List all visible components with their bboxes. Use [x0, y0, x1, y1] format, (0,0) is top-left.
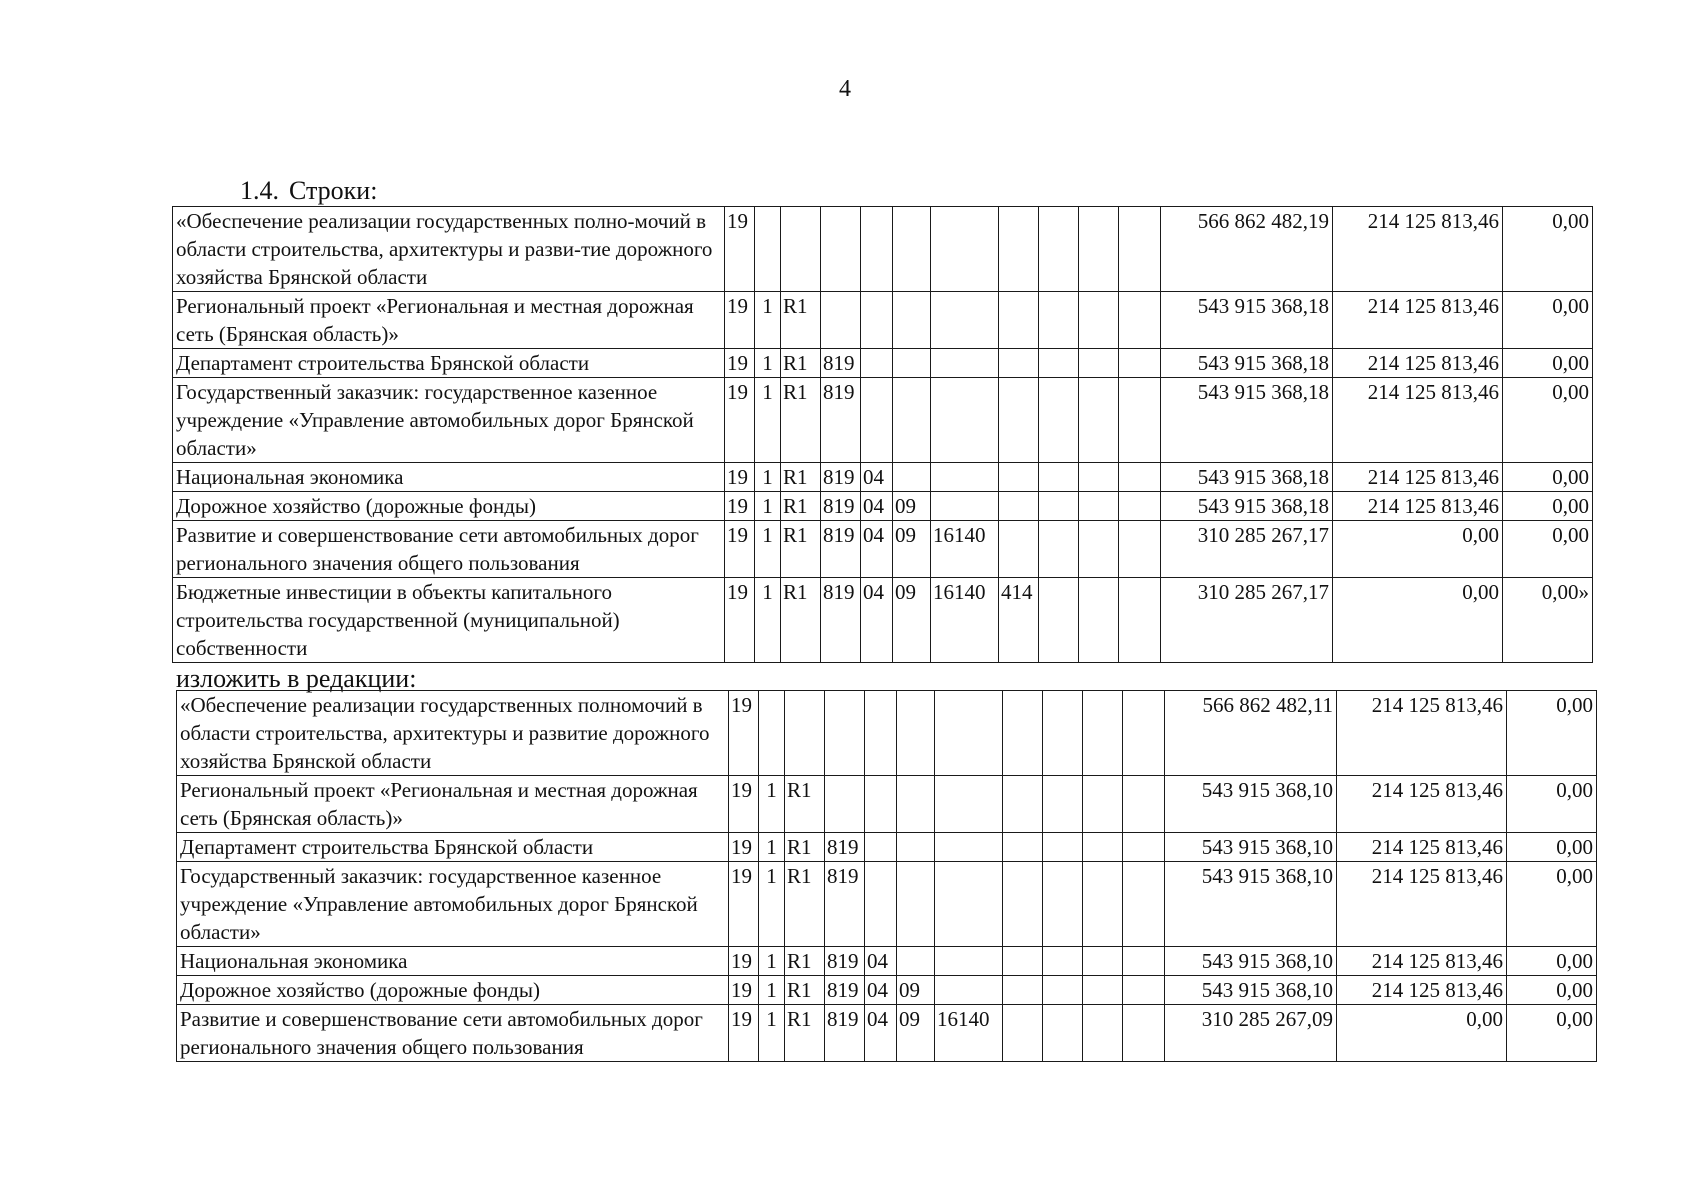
code-cell — [1039, 521, 1079, 578]
code-cell — [781, 207, 821, 292]
code-cell — [1043, 1005, 1083, 1062]
code-cell: 819 — [825, 1005, 865, 1062]
row-name: Государственный заказчик: государственное казенное учреждение «Управление автомобильных дорог Брянской области» — [177, 862, 729, 947]
code-cell — [1123, 776, 1165, 833]
code-cell — [999, 378, 1039, 463]
code-cell: 1 — [759, 833, 785, 862]
amount-cell: 0,00 — [1503, 349, 1593, 378]
code-cell — [821, 207, 861, 292]
table-row — [173, 378, 1593, 463]
code-cell — [1123, 1005, 1165, 1062]
code-cell — [1083, 1005, 1123, 1062]
amount-cell: 543 915 368,18 — [1161, 492, 1333, 521]
page-number: 4 — [839, 76, 851, 102]
code-cell — [999, 521, 1039, 578]
amount-cell: 0,00 — [1503, 492, 1593, 521]
code-cell — [861, 349, 893, 378]
code-cell — [999, 492, 1039, 521]
code-cell — [893, 292, 931, 349]
row-name: «Обеспечение реализации государственных полно-мочий в области строительства, архитектуры и разви-тие дорожного хозяйства Брянской области — [173, 207, 725, 292]
code-cell — [865, 833, 897, 862]
code-cell: 09 — [893, 521, 931, 578]
code-cell: 819 — [825, 833, 865, 862]
amount-cell: 214 125 813,46 — [1337, 862, 1507, 947]
code-cell — [1079, 492, 1119, 521]
code-cell: R1 — [781, 378, 821, 463]
code-cell — [999, 207, 1039, 292]
amount-cell: 310 285 267,09 — [1165, 1005, 1337, 1062]
code-cell — [893, 349, 931, 378]
code-cell — [861, 207, 893, 292]
code-cell: R1 — [785, 776, 825, 833]
table-row — [177, 833, 1597, 862]
code-cell — [1079, 463, 1119, 492]
code-cell — [1043, 947, 1083, 976]
amount-cell: 0,00 — [1333, 578, 1503, 663]
row-name: Развитие и совершенствование сети автомобильных дорог регионального значения общего пользования — [177, 1005, 729, 1062]
code-cell: 819 — [821, 349, 861, 378]
code-cell — [1083, 833, 1123, 862]
code-cell: R1 — [781, 492, 821, 521]
code-cell: 1 — [755, 292, 781, 349]
code-cell: 1 — [755, 463, 781, 492]
code-cell: 19 — [729, 691, 759, 776]
amount-cell: 0,00 — [1507, 833, 1597, 862]
amount-cell: 214 125 813,46 — [1333, 207, 1503, 292]
amount-cell: 0,00 — [1507, 1005, 1597, 1062]
code-cell: 19 — [725, 578, 755, 663]
table-row — [173, 521, 1593, 578]
table-row — [177, 976, 1597, 1005]
amount-cell: 214 125 813,46 — [1333, 378, 1503, 463]
code-cell: 819 — [821, 463, 861, 492]
amount-cell: 543 915 368,18 — [1161, 292, 1333, 349]
code-cell: 19 — [729, 947, 759, 976]
code-cell — [825, 776, 865, 833]
amount-cell: 214 125 813,46 — [1333, 292, 1503, 349]
code-cell — [1039, 578, 1079, 663]
code-cell: 09 — [893, 578, 931, 663]
code-cell — [1003, 976, 1043, 1005]
code-cell — [1119, 378, 1161, 463]
row-name: Дорожное хозяйство (дорожные фонды) — [177, 976, 729, 1005]
amount-cell: 0,00 — [1507, 976, 1597, 1005]
code-cell: 19 — [725, 521, 755, 578]
amount-cell: 214 125 813,46 — [1333, 492, 1503, 521]
code-cell — [1043, 862, 1083, 947]
code-cell — [1079, 578, 1119, 663]
code-cell: 1 — [759, 776, 785, 833]
table-row — [173, 207, 1593, 292]
table-row — [177, 947, 1597, 976]
code-cell: 19 — [725, 463, 755, 492]
code-cell: R1 — [785, 976, 825, 1005]
amount-cell: 0,00 — [1503, 378, 1593, 463]
row-name: Бюджетные инвестиции в объекты капитального строительства государственной (муниципальной) собственности — [173, 578, 725, 663]
table-row — [173, 292, 1593, 349]
code-cell — [897, 862, 935, 947]
code-cell: 1 — [759, 976, 785, 1005]
code-cell: 19 — [725, 349, 755, 378]
code-cell: R1 — [785, 947, 825, 976]
table-row — [177, 1005, 1597, 1062]
code-cell: 19 — [729, 776, 759, 833]
amount-cell: 0,00 — [1503, 521, 1593, 578]
amount-cell: 0,00 — [1503, 463, 1593, 492]
amount-cell: 0,00» — [1503, 578, 1593, 663]
row-name: Государственный заказчик: государственное казенное учреждение «Управление автомобильных дорог Брянской области» — [173, 378, 725, 463]
amount-cell: 543 915 368,10 — [1165, 976, 1337, 1005]
code-cell — [931, 378, 999, 463]
code-cell: 819 — [821, 492, 861, 521]
section-title: Строки: — [289, 176, 378, 205]
code-cell — [893, 207, 931, 292]
code-cell — [1003, 862, 1043, 947]
code-cell — [1039, 492, 1079, 521]
code-cell — [935, 976, 1003, 1005]
code-cell — [1079, 521, 1119, 578]
code-cell — [821, 292, 861, 349]
code-cell — [1119, 578, 1161, 663]
amount-cell: 543 915 368,18 — [1161, 349, 1333, 378]
row-name: Дорожное хозяйство (дорожные фонды) — [173, 492, 725, 521]
amount-cell: 0,00 — [1337, 1005, 1507, 1062]
table-row — [177, 691, 1597, 776]
amount-cell: 0,00 — [1333, 521, 1503, 578]
code-cell: R1 — [785, 833, 825, 862]
amount-cell: 543 915 368,10 — [1165, 947, 1337, 976]
amount-cell: 0,00 — [1507, 862, 1597, 947]
code-cell: 1 — [755, 349, 781, 378]
code-cell: 819 — [825, 862, 865, 947]
code-cell: 19 — [729, 1005, 759, 1062]
section-heading — [240, 176, 377, 206]
code-cell: 09 — [897, 976, 935, 1005]
code-cell: 19 — [729, 976, 759, 1005]
row-name: Национальная экономика — [173, 463, 725, 492]
code-cell — [897, 691, 935, 776]
code-cell — [865, 862, 897, 947]
table-row — [177, 862, 1597, 947]
code-cell: 16140 — [935, 1005, 1003, 1062]
section-number: 1.4. — [240, 176, 279, 205]
code-cell: 04 — [865, 1005, 897, 1062]
code-cell: 04 — [865, 976, 897, 1005]
code-cell — [1119, 349, 1161, 378]
code-cell — [1043, 833, 1083, 862]
amount-cell: 0,00 — [1503, 207, 1593, 292]
table-row — [173, 492, 1593, 521]
code-cell — [1079, 378, 1119, 463]
amount-cell: 214 125 813,46 — [1337, 691, 1507, 776]
code-cell: R1 — [781, 521, 821, 578]
code-cell — [1003, 833, 1043, 862]
amount-cell: 0,00 — [1503, 292, 1593, 349]
code-cell — [935, 833, 1003, 862]
old-rows-table — [172, 206, 1593, 663]
code-cell — [931, 492, 999, 521]
code-cell: 16140 — [931, 521, 999, 578]
code-cell — [1119, 292, 1161, 349]
code-cell — [935, 691, 1003, 776]
code-cell — [931, 463, 999, 492]
code-cell — [935, 776, 1003, 833]
row-name: Развитие и совершенствование сети автомобильных дорог регионального значения общего пользования — [173, 521, 725, 578]
code-cell: R1 — [781, 292, 821, 349]
code-cell — [931, 349, 999, 378]
code-cell: R1 — [785, 1005, 825, 1062]
code-cell — [1039, 292, 1079, 349]
amount-cell: 0,00 — [1507, 947, 1597, 976]
code-cell — [1083, 691, 1123, 776]
row-name: «Обеспечение реализации государственных полномочий в области строительства, архитектуры и развитие дорожного хозяйства Брянской области — [177, 691, 729, 776]
code-cell — [931, 292, 999, 349]
amount-cell: 543 915 368,18 — [1161, 463, 1333, 492]
code-cell — [1083, 947, 1123, 976]
code-cell — [1039, 378, 1079, 463]
amount-cell: 543 915 368,10 — [1165, 862, 1337, 947]
code-cell: 1 — [755, 521, 781, 578]
amount-cell: 543 915 368,10 — [1165, 776, 1337, 833]
code-cell — [897, 833, 935, 862]
row-name: Региональный проект «Региональная и местная дорожная сеть (Брянская область)» — [173, 292, 725, 349]
replacement-caption: изложить в редакции: — [176, 664, 417, 693]
code-cell — [1123, 833, 1165, 862]
table-row — [173, 578, 1593, 663]
code-cell: R1 — [781, 578, 821, 663]
code-cell — [999, 292, 1039, 349]
code-cell — [1039, 349, 1079, 378]
amount-cell: 214 125 813,46 — [1333, 349, 1503, 378]
code-cell: 16140 — [931, 578, 999, 663]
code-cell — [865, 691, 897, 776]
code-cell — [1079, 207, 1119, 292]
code-cell — [1123, 691, 1165, 776]
code-cell: 1 — [759, 947, 785, 976]
amount-cell: 214 125 813,46 — [1337, 976, 1507, 1005]
amount-cell: 543 915 368,10 — [1165, 833, 1337, 862]
code-cell: 19 — [725, 492, 755, 521]
code-cell — [1119, 207, 1161, 292]
code-cell: 19 — [725, 378, 755, 463]
code-cell: 819 — [825, 976, 865, 1005]
code-cell — [1039, 463, 1079, 492]
code-cell — [1079, 292, 1119, 349]
amount-cell: 214 125 813,46 — [1337, 776, 1507, 833]
amount-cell: 543 915 368,18 — [1161, 378, 1333, 463]
row-name: Национальная экономика — [177, 947, 729, 976]
code-cell: 04 — [865, 947, 897, 976]
code-cell: 1 — [759, 862, 785, 947]
code-cell: 19 — [725, 207, 755, 292]
code-cell: 819 — [821, 521, 861, 578]
code-cell — [935, 947, 1003, 976]
code-cell — [1003, 776, 1043, 833]
code-cell — [1119, 463, 1161, 492]
row-name: Региональный проект «Региональная и местная дорожная сеть (Брянская область)» — [177, 776, 729, 833]
code-cell — [1083, 862, 1123, 947]
code-cell — [1083, 976, 1123, 1005]
code-cell: 819 — [821, 378, 861, 463]
code-cell: 19 — [729, 862, 759, 947]
code-cell: 09 — [893, 492, 931, 521]
code-cell: 04 — [861, 492, 893, 521]
code-cell — [1003, 947, 1043, 976]
code-cell — [1043, 691, 1083, 776]
code-cell — [897, 776, 935, 833]
code-cell — [865, 776, 897, 833]
amount-cell: 310 285 267,17 — [1161, 578, 1333, 663]
code-cell: R1 — [781, 349, 821, 378]
code-cell — [935, 862, 1003, 947]
code-cell: R1 — [785, 862, 825, 947]
row-name: Департамент строительства Брянской области — [173, 349, 725, 378]
table-row — [173, 463, 1593, 492]
code-cell: R1 — [781, 463, 821, 492]
code-cell: 09 — [897, 1005, 935, 1062]
amount-cell: 214 125 813,46 — [1333, 463, 1503, 492]
code-cell — [759, 691, 785, 776]
code-cell — [999, 349, 1039, 378]
amount-cell: 214 125 813,46 — [1337, 947, 1507, 976]
amount-cell: 566 862 482,19 — [1161, 207, 1333, 292]
table-row — [173, 349, 1593, 378]
code-cell — [1119, 492, 1161, 521]
code-cell — [1123, 862, 1165, 947]
code-cell: 04 — [861, 578, 893, 663]
code-cell — [1003, 1005, 1043, 1062]
code-cell: 19 — [729, 833, 759, 862]
code-cell — [1043, 976, 1083, 1005]
amount-cell: 214 125 813,46 — [1337, 833, 1507, 862]
amount-cell: 0,00 — [1507, 776, 1597, 833]
code-cell — [1043, 776, 1083, 833]
code-cell — [755, 207, 781, 292]
code-cell — [825, 691, 865, 776]
code-cell: 414 — [999, 578, 1039, 663]
code-cell — [999, 463, 1039, 492]
code-cell: 04 — [861, 463, 893, 492]
amount-cell: 566 862 482,11 — [1165, 691, 1337, 776]
code-cell: 19 — [725, 292, 755, 349]
code-cell — [861, 378, 893, 463]
table-row — [177, 776, 1597, 833]
code-cell — [897, 947, 935, 976]
row-name: Департамент строительства Брянской области — [177, 833, 729, 862]
code-cell — [861, 292, 893, 349]
code-cell — [785, 691, 825, 776]
code-cell — [1079, 349, 1119, 378]
code-cell — [1039, 207, 1079, 292]
code-cell — [1083, 776, 1123, 833]
code-cell — [931, 207, 999, 292]
code-cell — [1123, 947, 1165, 976]
code-cell: 04 — [861, 521, 893, 578]
new-rows-table — [176, 690, 1597, 1062]
code-cell: 1 — [759, 1005, 785, 1062]
amount-cell: 310 285 267,17 — [1161, 521, 1333, 578]
code-cell: 819 — [825, 947, 865, 976]
code-cell: 1 — [755, 378, 781, 463]
code-cell: 1 — [755, 492, 781, 521]
code-cell: 1 — [755, 578, 781, 663]
code-cell — [1119, 521, 1161, 578]
code-cell — [893, 463, 931, 492]
code-cell: 819 — [821, 578, 861, 663]
code-cell — [893, 378, 931, 463]
amount-cell: 0,00 — [1507, 691, 1597, 776]
code-cell — [1003, 691, 1043, 776]
code-cell — [1123, 976, 1165, 1005]
